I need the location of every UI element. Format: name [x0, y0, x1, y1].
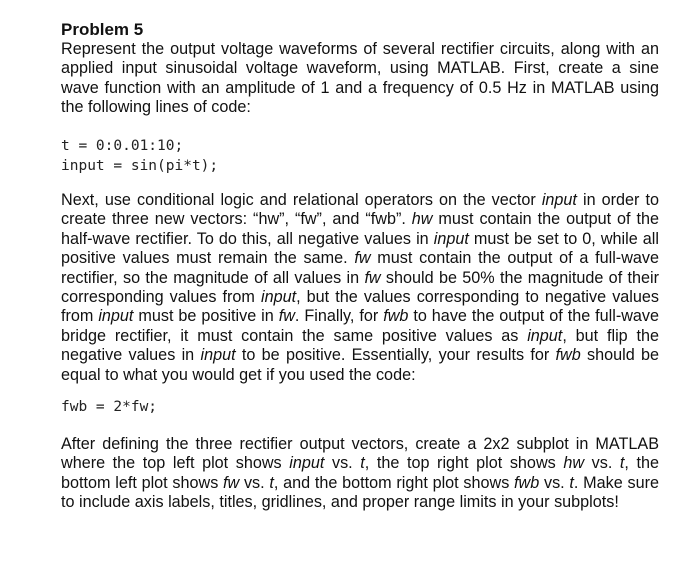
variable-t: t — [619, 454, 625, 473]
variable-fwb: fwb — [514, 473, 540, 492]
variable-t: t — [269, 473, 274, 492]
variable-t: t — [360, 454, 365, 473]
text-segment: Next, use conditional logic and relational operators on the vector — [61, 191, 542, 209]
text-segment: must be positive in — [133, 307, 279, 326]
text-segment: in order to create three new vectors: “hw”, “fw”, and “fwb”. — [61, 191, 659, 229]
variable-fw: fw — [364, 268, 381, 287]
text-segment: to have the output of the full-wave bridge rectifier, it must contain the same positive values as — [61, 307, 660, 345]
text-segment: must be set to 0, while all positive values must remain the same. — [61, 229, 659, 268]
variable-fwb: fwb — [555, 346, 581, 365]
text-segment: must contain the output of the half-wave rectifier. To do this, all negative values in — [61, 210, 659, 248]
intro-paragraph: Represent the output voltage waveforms of several rectifier circuits, along with an applied input sinusoidal voltage waveform, using MATLAB. First, create a sine wave function with an amplitude of 1 and a frequency of 0.5 Hz in MATLAB using the following lines of code: — [61, 40, 659, 117]
text-segment: , the top right plot shows — [364, 454, 564, 473]
variable-fw: fw — [223, 473, 240, 492]
text-segment: should be 50% the magnitude of their corresponding values from — [61, 268, 659, 307]
code-line-2: input = sin(pi*t); — [61, 158, 219, 174]
problem-title: Problem 5 — [61, 20, 144, 39]
code-block-setup — [61, 136, 218, 176]
text-segment: , but the values corresponding to negative values from — [61, 288, 659, 326]
text-segment: , but flip the negative values in — [61, 326, 659, 365]
text-segment: to be positive. Essentially, your results for — [235, 346, 556, 365]
subplot-paragraph — [61, 435, 659, 513]
text-segment: After defining the three rectifier output vectors, create a 2x2 subplot in MATLAB where the top left plot shows — [61, 435, 659, 473]
variable-input: input — [260, 288, 297, 307]
variable-input: input — [200, 346, 236, 365]
text-segment: vs. — [324, 454, 361, 473]
text-segment: , and the bottom right plot shows — [273, 473, 515, 492]
variable-hw: hw — [563, 454, 585, 473]
code-line-1: t = 0:0.01:10; — [61, 138, 184, 154]
variable-input: input — [289, 454, 325, 473]
text-segment: vs. — [239, 473, 270, 492]
variable-fw: fw — [278, 307, 295, 326]
code-block-fwb: fwb = 2*fw; — [61, 399, 158, 415]
variable-fw: fw — [354, 249, 371, 268]
variable-input: input — [541, 191, 577, 209]
variable-input: input — [98, 307, 134, 326]
variable-input: input — [527, 326, 563, 345]
text-segment: must contain the output of a full-wave rectifier, so the magnitude of all values in — [61, 249, 659, 287]
variable-hw: hw — [411, 210, 433, 229]
text-segment: vs. — [584, 454, 620, 473]
instructions-paragraph — [61, 191, 659, 385]
variable-t: t — [569, 473, 574, 492]
text-segment: , the bottom left plot shows — [61, 454, 660, 492]
text-segment: vs. — [539, 473, 570, 492]
text-segment: should be equal to what you would get if you used the code: — [61, 346, 660, 384]
variable-input: input — [433, 229, 469, 248]
variable-fwb: fwb — [383, 307, 409, 326]
text-segment: . Finally, for — [294, 307, 384, 326]
text-segment: . Make sure to include axis labels, titles, gridlines, and proper range limits in your subplots! — [61, 473, 659, 512]
